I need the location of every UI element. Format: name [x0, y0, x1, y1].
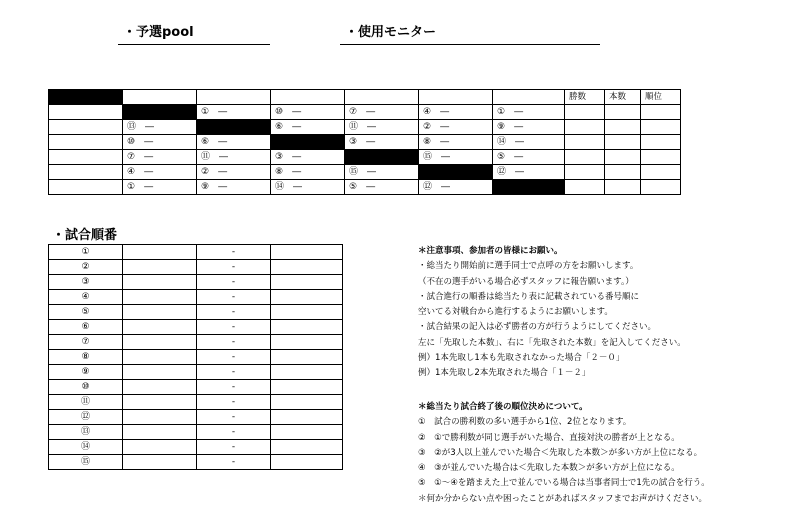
match-cell: ① ―: [493, 105, 565, 120]
match-order-row: [49, 350, 343, 365]
match-order-row: [49, 245, 343, 260]
round-robin-header-row: [49, 90, 681, 105]
wins-cell: [565, 120, 605, 135]
round-robin-table: [48, 89, 681, 195]
match-cell: ⑥ ―: [271, 120, 345, 135]
match-cell: ⑭ ―: [271, 180, 345, 195]
notice-line: 左に「先取した本数」、右に「先取された本数」を記入してください。: [418, 337, 686, 348]
player-a-cell: [123, 320, 197, 335]
self-match-cell: [345, 150, 419, 165]
points-cell: [605, 180, 641, 195]
round-robin-row: [49, 150, 681, 165]
match-cell: ⑧ ―: [271, 165, 345, 180]
score-cell: -: [197, 410, 271, 425]
score-cell: -: [197, 245, 271, 260]
match-cell: ⑦ ―: [123, 150, 197, 165]
notice-section: [418, 244, 686, 382]
wins-header: 勝数: [565, 90, 605, 105]
match-cell: ⑨ ―: [493, 120, 565, 135]
player-a-cell: [123, 440, 197, 455]
player-a-cell: [123, 335, 197, 350]
score-cell: -: [197, 305, 271, 320]
notice-line: （不在の選手がいる場合必ずスタッフに報告願います。）: [418, 276, 634, 287]
match-number: ⑩: [49, 380, 123, 395]
player-b-cell: [271, 305, 343, 320]
ranking-rules-section: [418, 400, 710, 507]
match-number: ⑪: [49, 395, 123, 410]
match-order-row: [49, 320, 343, 335]
score-cell: -: [197, 335, 271, 350]
notice-line: 例）1本先取し2本先取された場合「１－２」: [418, 368, 591, 379]
player-b-cell: [271, 320, 343, 335]
player-b-cell: [271, 410, 343, 425]
player-header-cell: [197, 90, 271, 105]
player-a-cell: [123, 365, 197, 380]
player-b-cell: [271, 395, 343, 410]
match-order-title: ・試合順番: [52, 228, 118, 243]
score-cell: -: [197, 350, 271, 365]
match-number: ⑮: [49, 455, 123, 470]
match-cell: ⑮ ―: [345, 165, 419, 180]
notice-line: ・総当たり開始前に選手同士で点呼の方をお願いします。: [418, 261, 639, 272]
rank-cell: [641, 180, 681, 195]
match-order-row: [49, 260, 343, 275]
match-cell: ⑧ ―: [419, 135, 493, 150]
monitor-title: ・使用モニター: [345, 25, 437, 40]
self-match-cell: [419, 165, 493, 180]
match-order-row: [49, 395, 343, 410]
match-number: ⑥: [49, 320, 123, 335]
match-number: ②: [49, 260, 123, 275]
match-order-row: [49, 380, 343, 395]
round-robin-row: [49, 135, 681, 150]
match-number: ③: [49, 275, 123, 290]
player-a-cell: [123, 350, 197, 365]
player-b-cell: [271, 335, 343, 350]
score-cell: -: [197, 395, 271, 410]
points-cell: [605, 135, 641, 150]
player-a-cell: [123, 245, 197, 260]
player-name-cell: [49, 150, 123, 165]
match-cell: ⑪ ―: [345, 120, 419, 135]
player-b-cell: [271, 275, 343, 290]
points-cell: [605, 165, 641, 180]
match-number: ⑤: [49, 305, 123, 320]
wins-cell: [565, 135, 605, 150]
match-cell: ⑫ ―: [419, 180, 493, 195]
notice-line: 空いてる対戦台から進行するようにお願いします。: [418, 307, 613, 318]
match-cell: ③ ―: [345, 135, 419, 150]
match-order-row: [49, 335, 343, 350]
ranking-rule-line: ① 試合の勝利数の多い選手から1位、2位となります。: [418, 417, 632, 428]
wins-cell: [565, 165, 605, 180]
player-name-cell: [49, 135, 123, 150]
wins-cell: [565, 105, 605, 120]
match-cell: ⑩ ―: [271, 105, 345, 120]
player-b-cell: [271, 455, 343, 470]
rank-cell: [641, 165, 681, 180]
self-match-cell: [197, 120, 271, 135]
rank-cell: [641, 150, 681, 165]
score-cell: -: [197, 290, 271, 305]
wins-cell: [565, 150, 605, 165]
score-cell: -: [197, 320, 271, 335]
match-cell: ⑬ ―: [123, 120, 197, 135]
rank-cell: [641, 135, 681, 150]
player-b-cell: [271, 380, 343, 395]
match-order-row: [49, 440, 343, 455]
rank-header: 順位: [641, 90, 681, 105]
player-name-cell: [49, 105, 123, 120]
score-cell: -: [197, 425, 271, 440]
match-cell: ⑫ ―: [493, 165, 565, 180]
score-cell: -: [197, 455, 271, 470]
player-a-cell: [123, 290, 197, 305]
score-cell: -: [197, 380, 271, 395]
player-header-cell: [419, 90, 493, 105]
player-b-cell: [271, 365, 343, 380]
match-order-row: [49, 410, 343, 425]
match-cell: ② ―: [419, 120, 493, 135]
match-cell: ① ―: [123, 180, 197, 195]
self-match-cell: [493, 180, 565, 195]
self-match-cell: [123, 105, 197, 120]
notice-line: 例）1本先取し1本も先取されなかった場合「２－０」: [418, 353, 625, 364]
match-order-row: [49, 455, 343, 470]
match-number: ⑬: [49, 425, 123, 440]
player-a-cell: [123, 305, 197, 320]
player-a-cell: [123, 380, 197, 395]
match-order-row: [49, 365, 343, 380]
round-robin-row: [49, 165, 681, 180]
points-cell: [605, 105, 641, 120]
player-b-cell: [271, 290, 343, 305]
match-number: ④: [49, 290, 123, 305]
ranking-rule-line: ⑤ ①～④を踏まえた上で並んでいる場合は当事者同士で1先の試合を行う。: [418, 478, 710, 489]
rank-cell: [641, 120, 681, 135]
match-order-row: [49, 305, 343, 320]
player-header-cell: [493, 90, 565, 105]
match-number: ⑫: [49, 410, 123, 425]
monitor-title-underline: [340, 44, 600, 45]
match-number: ⑦: [49, 335, 123, 350]
match-cell: ④ ―: [419, 105, 493, 120]
player-b-cell: [271, 425, 343, 440]
round-robin-row: [49, 120, 681, 135]
points-cell: [605, 150, 641, 165]
match-cell: ⑥ ―: [197, 135, 271, 150]
match-number: ⑭: [49, 440, 123, 455]
match-cell: ⑩ ―: [123, 135, 197, 150]
player-a-cell: [123, 425, 197, 440]
player-name-cell: [49, 165, 123, 180]
player-a-cell: [123, 455, 197, 470]
match-cell: ⑤ ―: [493, 150, 565, 165]
player-b-cell: [271, 350, 343, 365]
match-cell: ③ ―: [271, 150, 345, 165]
match-cell: ⑪ ―: [197, 150, 271, 165]
score-cell: -: [197, 275, 271, 290]
ranking-rules-heading: ＊総当たり試合終了後の順位決めについて。: [418, 402, 588, 412]
round-robin-row: [49, 105, 681, 120]
player-header-cell: [345, 90, 419, 105]
player-a-cell: [123, 275, 197, 290]
player-header-cell: [271, 90, 345, 105]
player-b-cell: [271, 440, 343, 455]
self-match-cell: [271, 135, 345, 150]
match-cell: ⑨ ―: [197, 180, 271, 195]
rank-cell: [641, 105, 681, 120]
notice-line: ・試合結果の記入は必ず勝者の方が行うようにしてください。: [418, 322, 657, 333]
pool-title-underline: [118, 44, 270, 45]
score-cell: -: [197, 260, 271, 275]
notice-line: ・試合進行の順番は総当たり表に記載されている番号順に: [418, 291, 640, 302]
pool-title: ・予選pool: [123, 25, 194, 40]
score-cell: -: [197, 440, 271, 455]
player-b-cell: [271, 260, 343, 275]
wins-cell: [565, 180, 605, 195]
match-order-table: [48, 244, 343, 470]
match-cell: ① ―: [197, 105, 271, 120]
round-robin-row: [49, 180, 681, 195]
player-name-cell: [49, 120, 123, 135]
player-b-cell: [271, 245, 343, 260]
corner-cell: [49, 90, 123, 105]
notice-heading: ＊注意事項、参加者の皆様にお願い。: [418, 246, 563, 256]
match-order-row: [49, 290, 343, 305]
ranking-rule-line: ③ ②が3人以上並んでいた場合＜先取した本数＞が多い方が上位になる。: [418, 447, 703, 458]
match-cell: ⑤ ―: [345, 180, 419, 195]
player-a-cell: [123, 395, 197, 410]
ranking-rule-line: ＊何か分からない点や困ったことがあればスタッフまでお声がけください。: [418, 493, 708, 504]
match-number: ①: [49, 245, 123, 260]
points-cell: [605, 120, 641, 135]
match-order-row: [49, 275, 343, 290]
ranking-rule-line: ④ ③が並んでいた場合は＜先取した本数＞が多い方が上位になる。: [418, 463, 680, 474]
match-cell: ④ ―: [123, 165, 197, 180]
match-cell: ⑭ ―: [493, 135, 565, 150]
player-a-cell: [123, 410, 197, 425]
match-number: ⑧: [49, 350, 123, 365]
match-cell: ⑮ ―: [419, 150, 493, 165]
player-name-cell: [49, 180, 123, 195]
match-number: ⑨: [49, 365, 123, 380]
match-cell: ⑦ ―: [345, 105, 419, 120]
score-cell: -: [197, 365, 271, 380]
player-header-cell: [123, 90, 197, 105]
player-a-cell: [123, 260, 197, 275]
points-header: 本数: [605, 90, 641, 105]
match-cell: ② ―: [197, 165, 271, 180]
match-order-row: [49, 425, 343, 440]
ranking-rule-line: ② ①で勝利数が同じ選手がいた場合、直接対決の勝者が上となる。: [418, 432, 680, 443]
